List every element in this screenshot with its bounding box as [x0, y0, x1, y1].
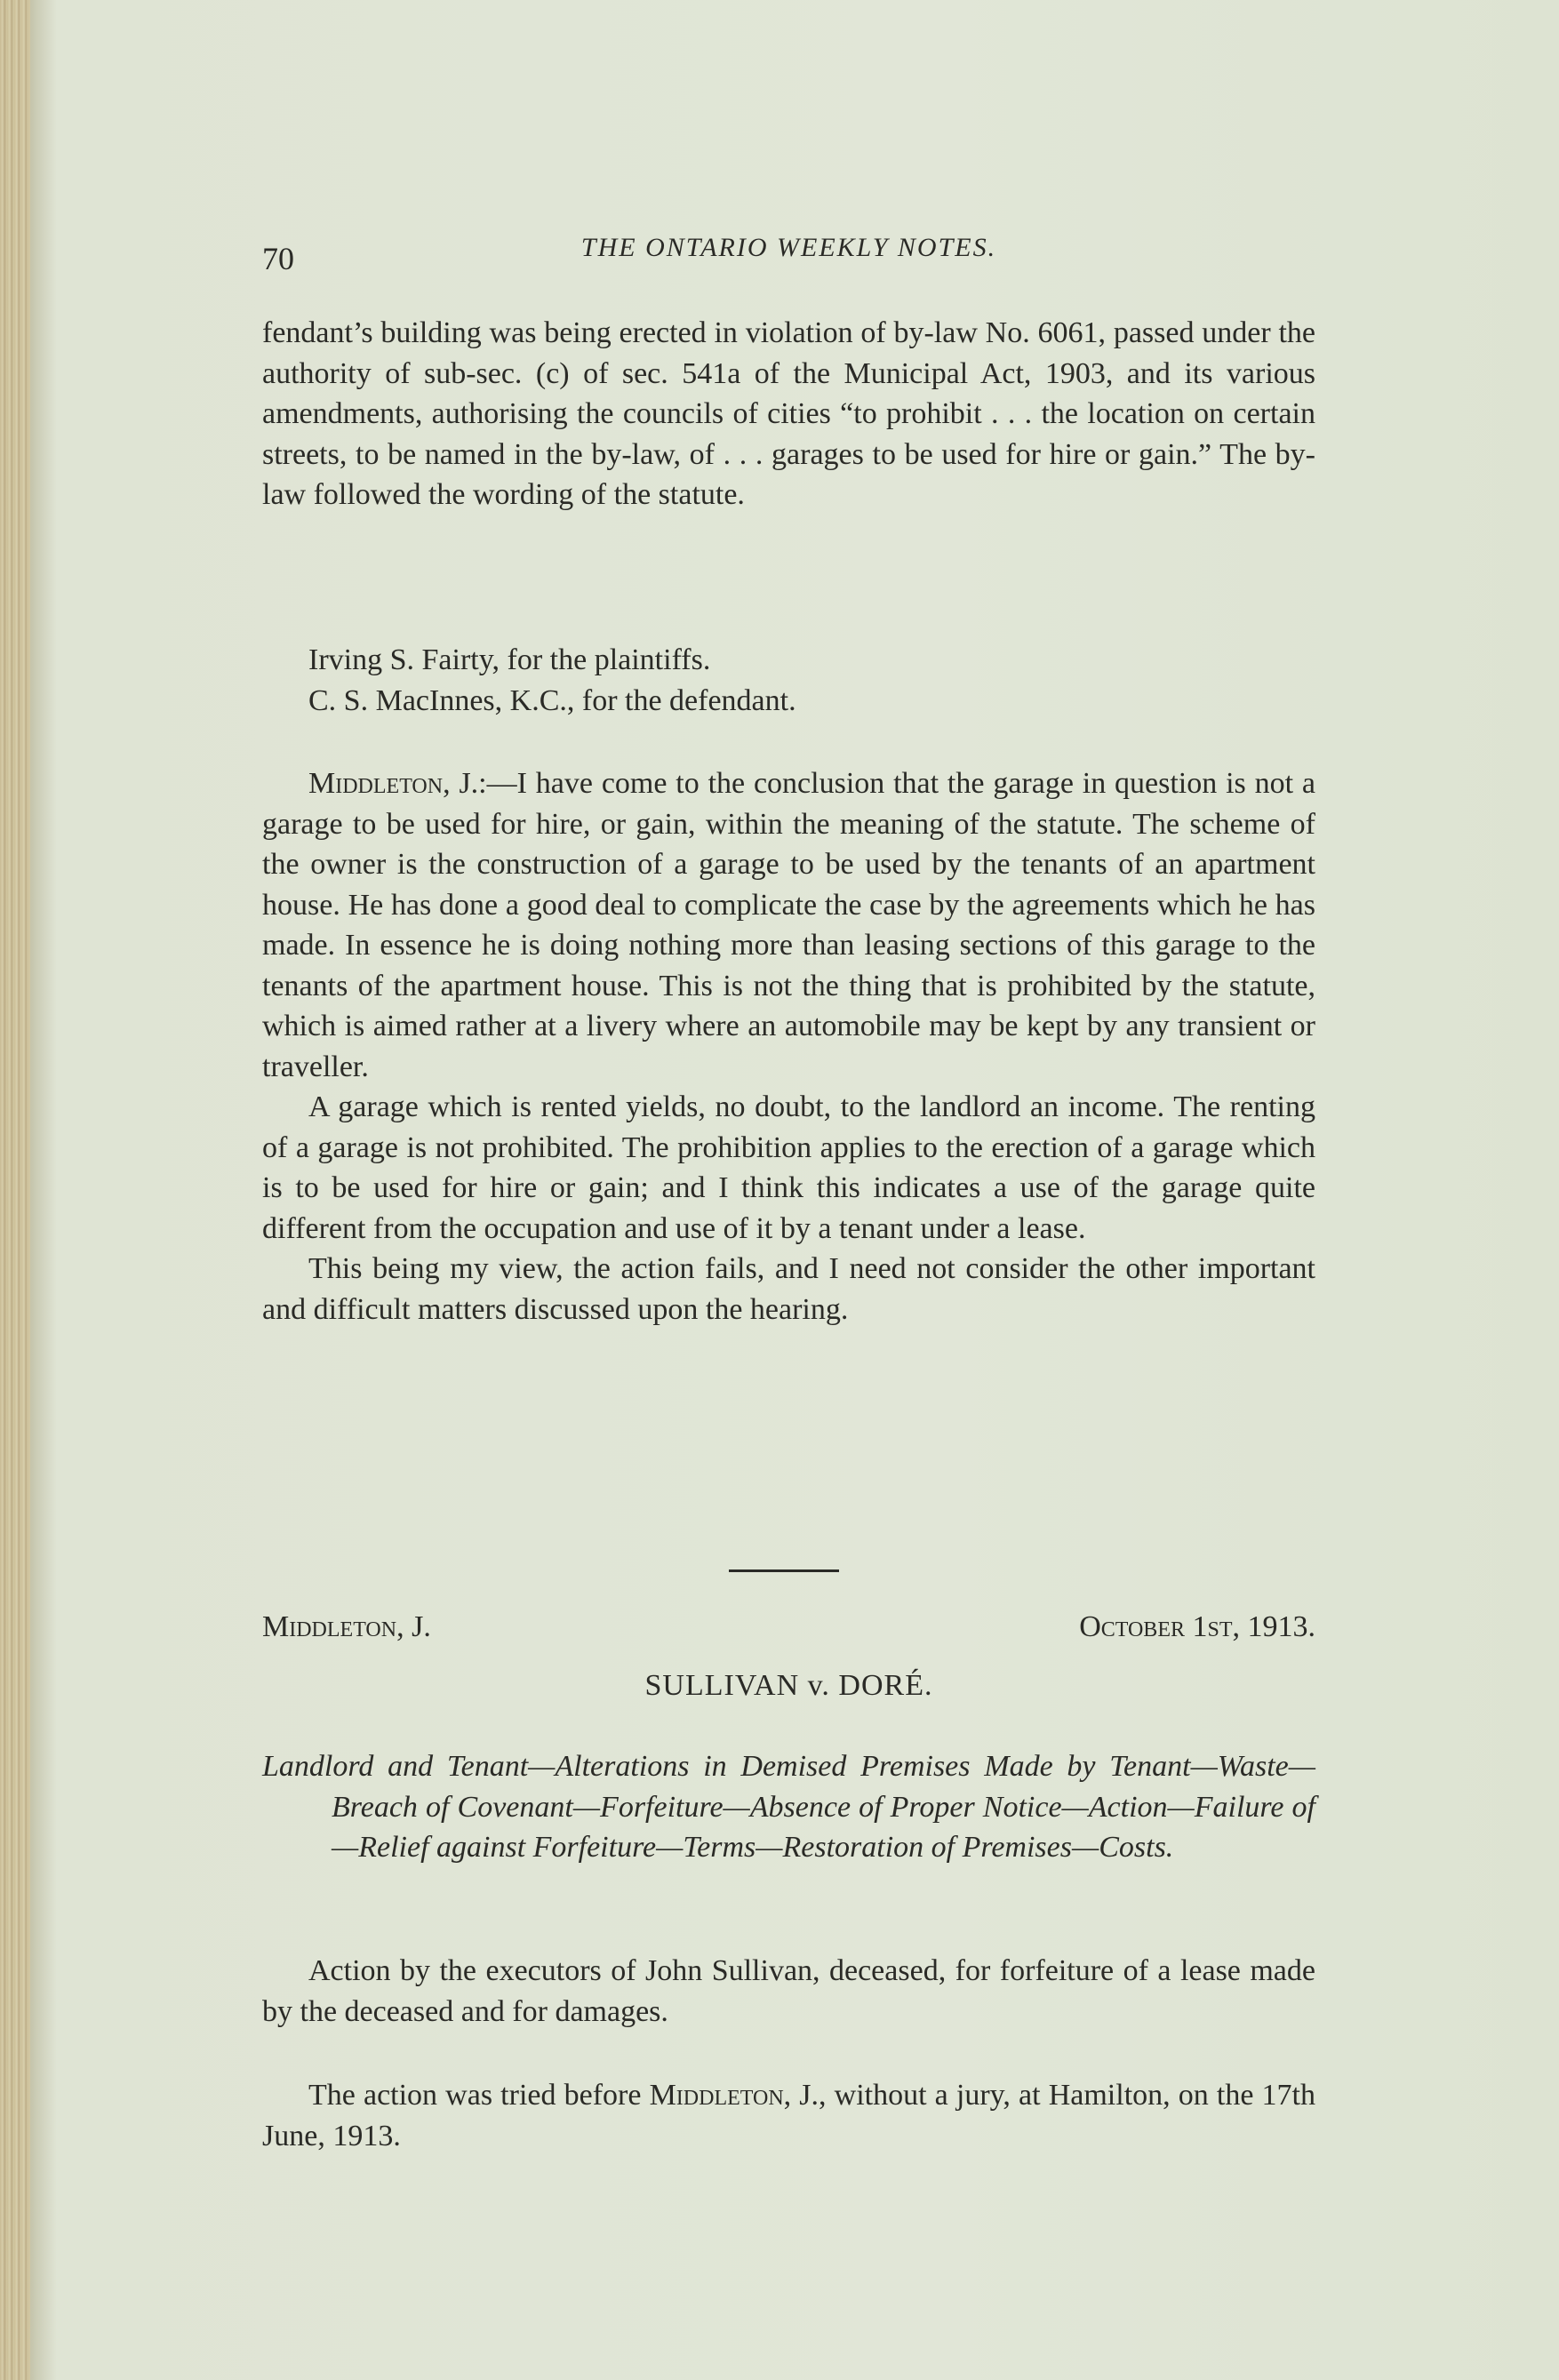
running-title: THE ONTARIO WEEKLY NOTES.	[580, 233, 997, 262]
counsel-defendant: C. S. MacInnes, K.C., for the defendant.	[308, 683, 796, 717]
judge-suffix: , J.:—	[443, 767, 517, 800]
judge-name: Middleton	[262, 1610, 397, 1643]
judge-name: Middleton	[649, 2079, 784, 2112]
judgment-paragraph-1	[262, 763, 1315, 1087]
paragraph-text: fendant’s building was being erected in violation of by-law No. 6061, passed under the authority of sub-sec. (c) of sec. 541a of the Municipal Act, 1903, and its various amendments, authorising the councils of cities “to prohibit . . . the location on certain streets, to be named in the by-law, of . . . garages to be used for hire or gain.” The by-law followed the wording of the statute.	[262, 316, 1315, 511]
book-spine	[0, 0, 30, 2380]
paragraph-text: Action by the executors of John Sullivan, deceased, for forfeiture of a lease made by the deceased and for damages.	[262, 1954, 1315, 2028]
page-number: 70	[262, 241, 294, 276]
paragraph-text: I have come to the conclusion that the garage in question is not a garage to be used for hire, or gain, within the meaning of the statute. The scheme of the owner is the construction of a garage to be used by the tenants of an apartment house. He has done a good deal to complicate the case by the agreements which he has made. In essence he is doing nothing more than leasing sections of this garage to the tenants of the apartment house. This is not the thing that is prohibited by the statute, which is aimed rather at a livery where an automobile may be kept by any transient or traveller.	[262, 767, 1315, 1083]
paragraph-text	[262, 2075, 1315, 2156]
dateline-judge	[262, 1610, 431, 1644]
text-after: , J., without a jury, at Hamilton, on the 17th June, 1913.	[262, 2079, 1315, 2152]
case-dateline	[262, 1610, 1315, 1651]
action-paragraph	[262, 1951, 1315, 2032]
case-title: SULLIVAN v. DORÉ.	[644, 1669, 933, 1702]
counsel-block	[262, 640, 1315, 721]
judge-name: Middleton	[308, 767, 444, 800]
dateline-date: October 1st, 1913.	[1079, 1610, 1315, 1643]
headnote: Landlord and Tenant—Alterations in Demised Premises Made by Tenant—Waste—Breach of Covenant—Forfeiture—Absence of Proper Notice—Action—Failure of—Relief against Forfeiture—Terms—Restoration of Premises—Costs.	[262, 1750, 1315, 1864]
judgment-paragraph-2: A garage which is rented yields, no doubt, to the landlord an income. The renting of a garage is not prohibited. The prohibition applies to the erection of a garage which is to be used for hire or gain; and I think this indicates a use of the garage quite different from the occupation and use of it by a tenant under a lease.	[262, 1090, 1315, 1245]
judgment-text	[262, 763, 1315, 1330]
text-before: The action was tried before	[308, 2079, 650, 2112]
section-divider	[729, 1569, 839, 1572]
spine-shadow	[30, 0, 57, 2380]
trial-paragraph	[262, 2075, 1315, 2156]
counsel-plaintiffs: Irving S. Fairty, for the plaintiffs.	[308, 643, 711, 676]
judge-suffix: , J.	[396, 1610, 431, 1643]
page-header	[262, 233, 1315, 277]
judgment-paragraph-3: This being my view, the action fails, and I need not consider the other important and difficult matters discussed upon the hearing.	[262, 1252, 1315, 1326]
continued-paragraph	[262, 313, 1315, 515]
